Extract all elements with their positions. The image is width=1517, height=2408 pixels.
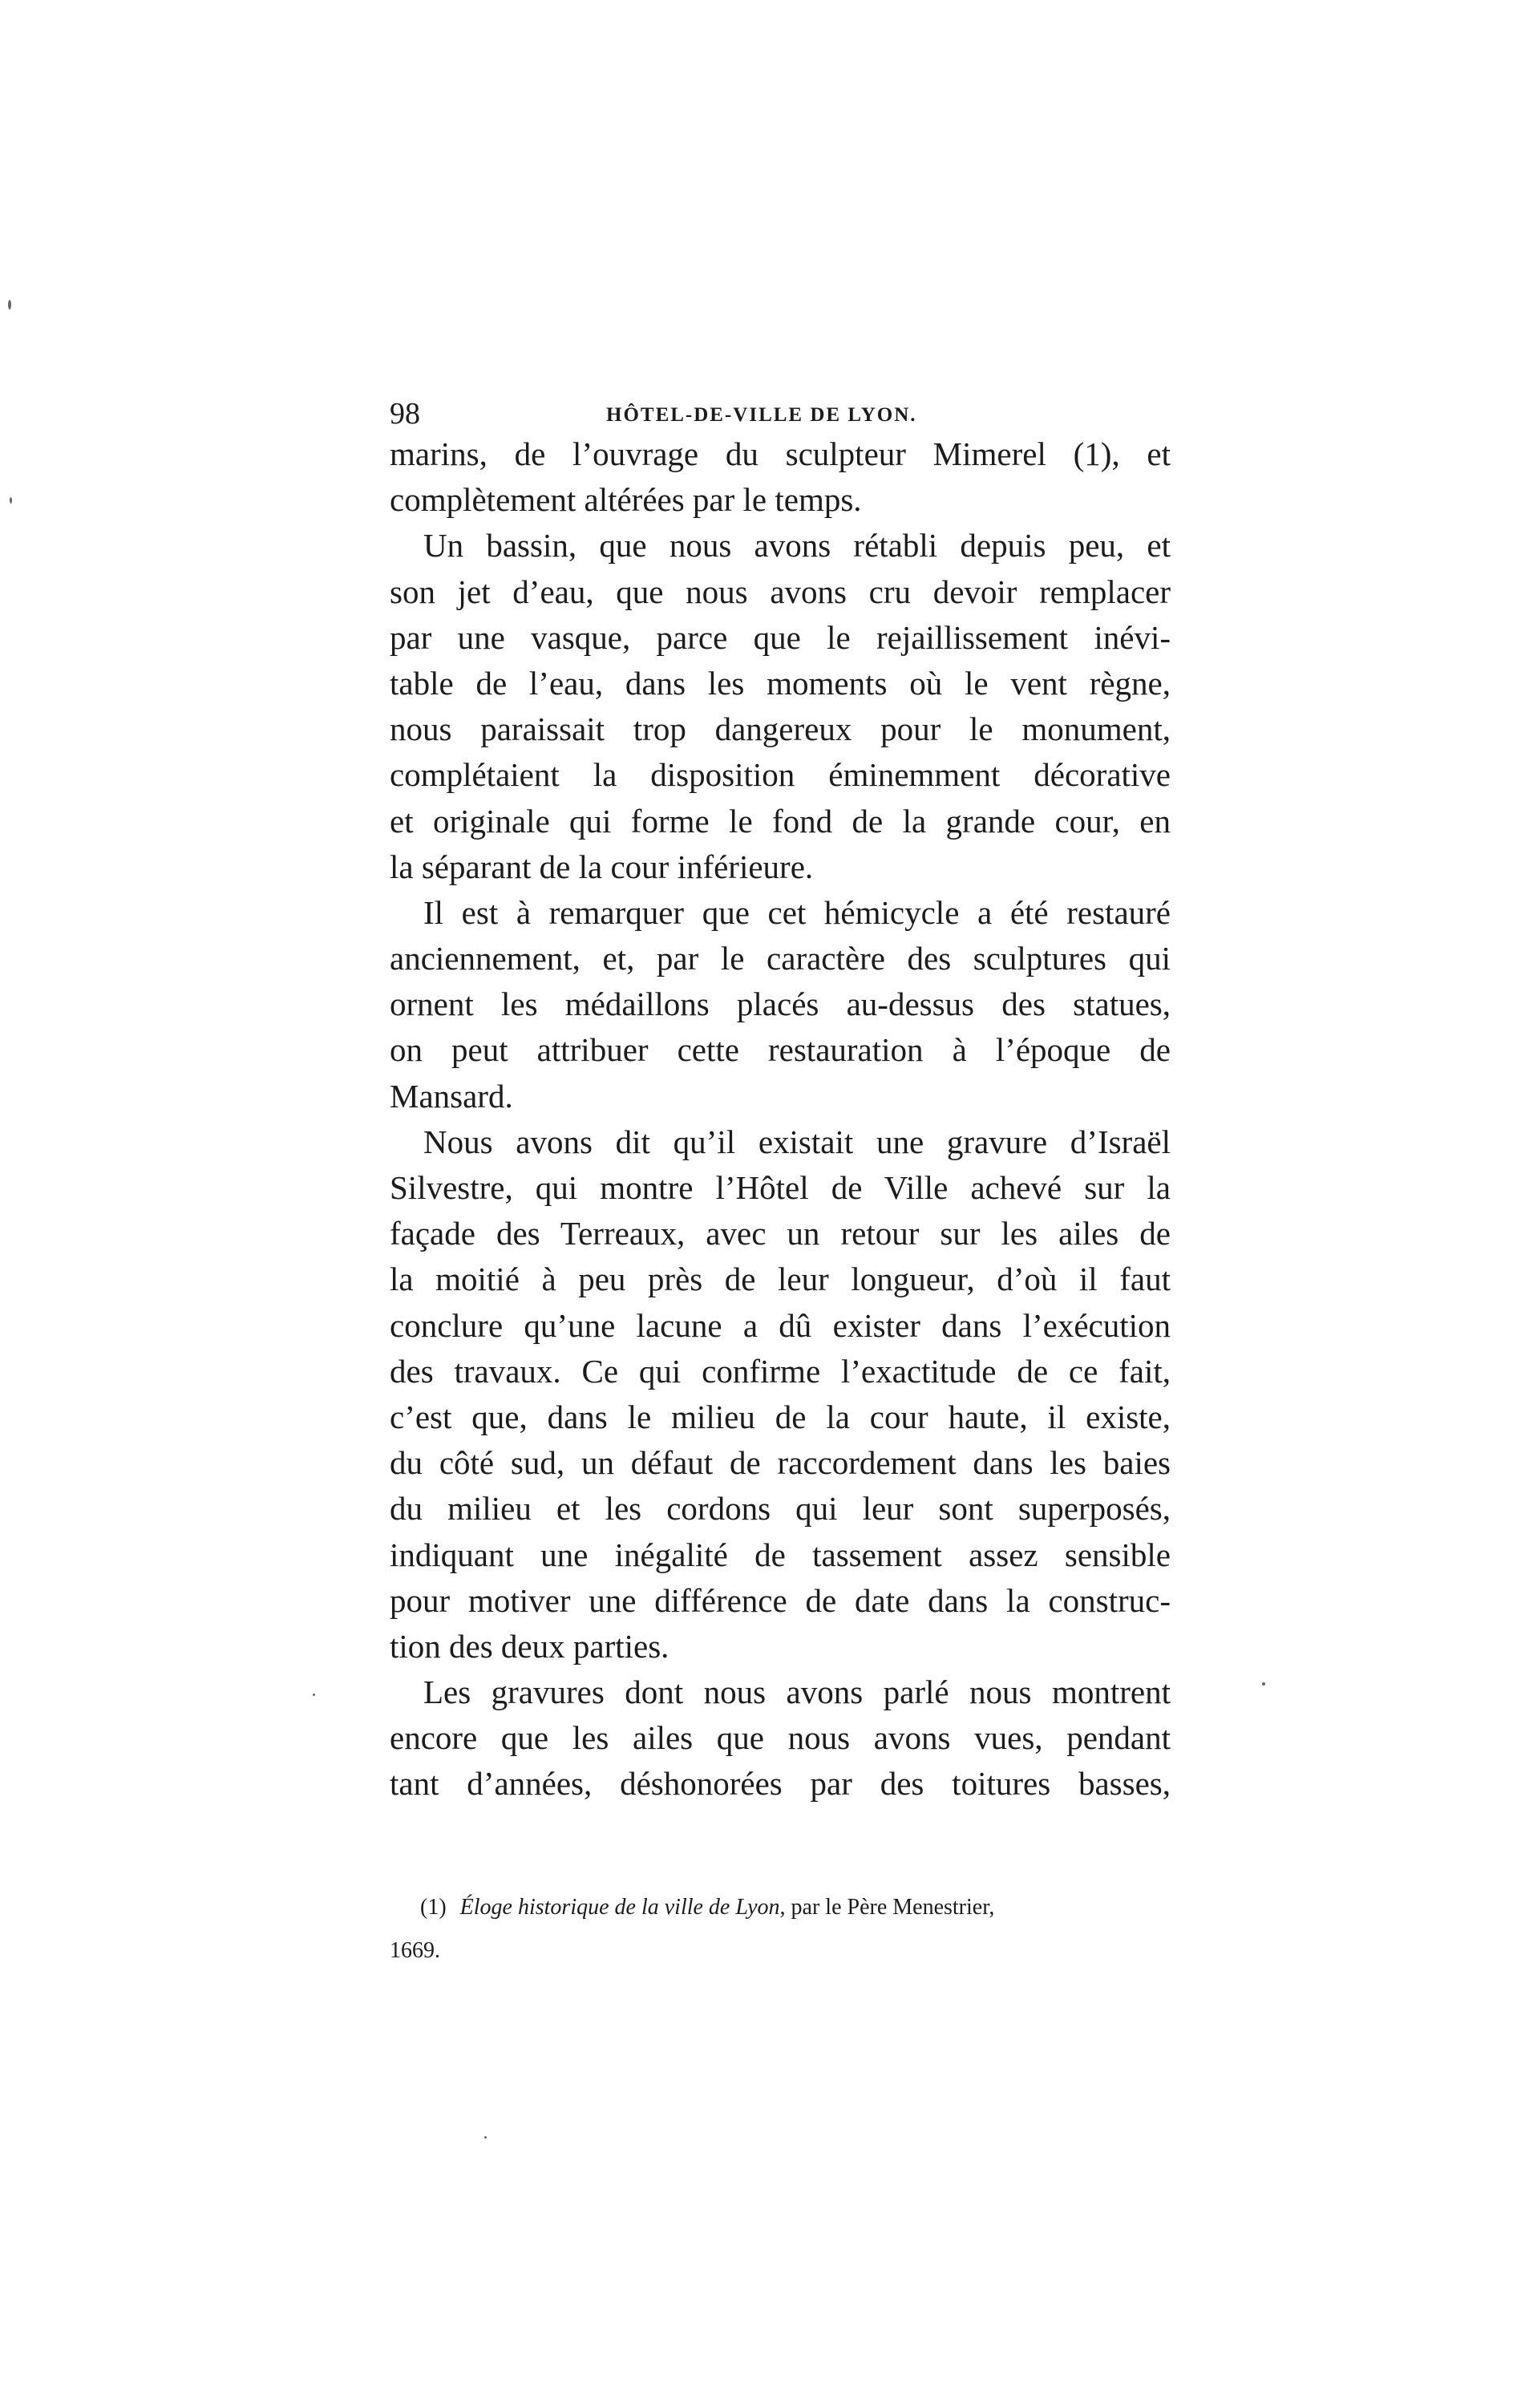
paragraph	[390, 890, 1171, 1119]
paragraph	[390, 1119, 1171, 1669]
footnote	[390, 1886, 1179, 1973]
text-line: marins, de l’ouvrage du sculpteur Mimerel (1), et	[390, 435, 1171, 472]
text-line: conclure qu’une lacune a dû exister dans l’exécution	[390, 1306, 1171, 1344]
text-line: Nous avons dit qu’il existait une gravure d’Israël	[423, 1123, 1171, 1160]
footnote-cited-title: Éloge historique de la ville de Lyon,	[459, 1895, 786, 1920]
footnote-marker: (1)	[420, 1895, 447, 1920]
text-line: Un bassin, que nous avons rétabli depuis peu, et	[423, 527, 1171, 565]
paragraph	[390, 431, 1171, 523]
text-line: complètement altérées par le temps.	[390, 481, 862, 519]
page-number: 98	[390, 397, 420, 431]
body-text	[390, 431, 1171, 1807]
footnote-line	[420, 1886, 1179, 1929]
text-line: anciennement, et, par le caractère des sculptures qui	[390, 940, 1171, 977]
footnote-byline: par le Père Menestrier,	[791, 1895, 995, 1920]
text-line: par une vasque, parce que le rejaillissement inévi-	[390, 618, 1171, 656]
text-line: indiquant une inégalité de tassement assez sensible	[390, 1536, 1171, 1573]
text-line: des travaux. Ce qui confirme l’exactitude de ce fait,	[390, 1352, 1171, 1390]
text-line: du côté sud, un défaut de raccordement dans les baies	[390, 1444, 1171, 1482]
text-line: complétaient la disposition éminemment décorative	[390, 756, 1171, 794]
paragraph	[390, 1669, 1171, 1807]
text-line: c’est que, dans le milieu de la cour haute, il existe,	[390, 1398, 1171, 1435]
text-line: la moitié à peu près de leur longueur, d’où il faut	[390, 1261, 1171, 1298]
scan-speck	[8, 300, 11, 310]
footnote-year: 1669.	[390, 1938, 440, 1963]
scan-speck	[313, 1694, 315, 1696]
scan-speck	[484, 2136, 487, 2139]
running-title: HÔTEL-DE-VILLE DE LYON.	[606, 404, 917, 426]
text-line: Mansard.	[390, 1077, 513, 1115]
text-line: la séparant de la cour inférieure.	[390, 848, 814, 885]
text-line: tion des deux parties.	[390, 1627, 670, 1665]
text-line: ornent les médaillons placés au-dessus des statues,	[390, 985, 1171, 1023]
running-header	[390, 391, 1199, 436]
text-line: et originale qui forme le fond de la grande cour, en	[390, 802, 1171, 840]
text-line: façade des Terreaux, avec un retour sur les ailes de	[390, 1215, 1171, 1253]
text-line: on peut attribuer cette restauration à l’époque de	[390, 1031, 1171, 1069]
paragraph	[390, 523, 1171, 890]
text-line: Silvestre, qui montre l’Hôtel de Ville achevé sur la	[390, 1169, 1171, 1206]
text-line: encore que les ailes que nous avons vues, pendant	[390, 1719, 1171, 1757]
text-line: Il est à remarquer que cet hémicycle a été restauré	[423, 893, 1171, 931]
text-line: tant d’années, déshonorées par des toitures basses,	[390, 1765, 1171, 1803]
text-line: Les gravures dont nous avons parlé nous montrent	[423, 1673, 1171, 1711]
text-line: du milieu et les cordons qui leur sont superposés,	[390, 1490, 1171, 1528]
text-line: pour motiver une différence de date dans la construc-	[390, 1581, 1171, 1619]
text-line: son jet d’eau, que nous avons cru devoir remplacer	[390, 573, 1171, 610]
text-line: nous paraissait trop dangereux pour le monument,	[390, 710, 1171, 748]
scan-speck	[10, 497, 12, 504]
text-line: table de l’eau, dans les moments où le vent règne,	[390, 664, 1171, 702]
scan-speck	[1262, 1682, 1265, 1686]
